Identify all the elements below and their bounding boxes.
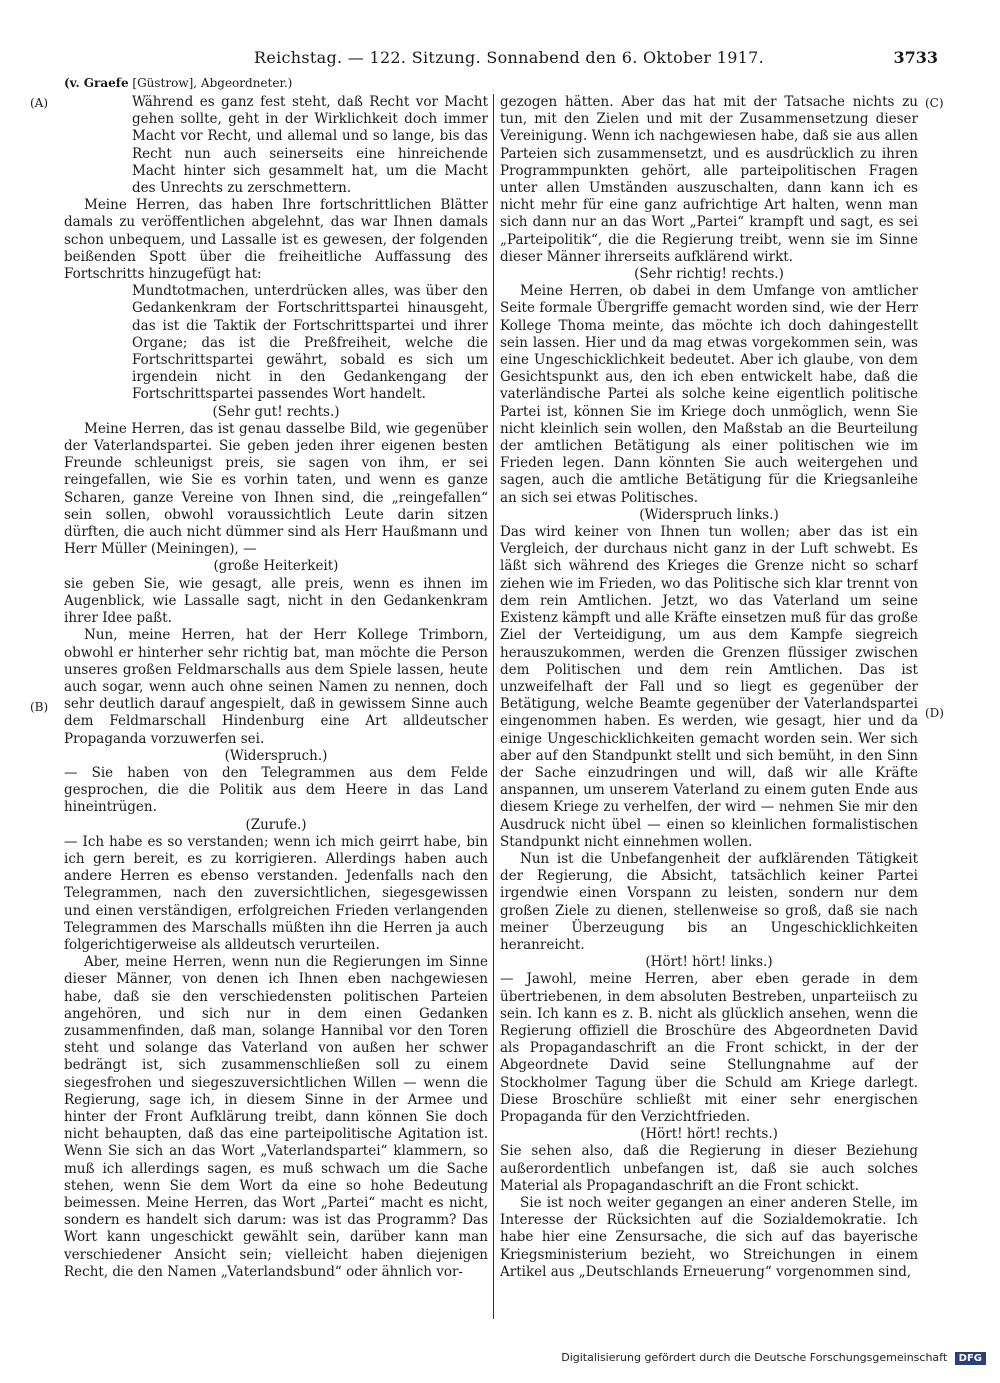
interjection: (große Heiterkeit): [213, 558, 339, 575]
left-column: [64, 94, 488, 1324]
paragraph: Nun ist die Unbefangenheit der aufklärenden Tätigkeit der Regierung, die Absicht, tatsächlich keiner Partei irgendwie einen Vorspann zu leisten, sondern nur dem großen Ziele zu dienen, stellenweise so groß, daß sie nach meiner Überzeugung bis an Ungeschicklichkeiten heranreicht.: [500, 850, 918, 953]
interjection: (Sehr richtig! rechts.): [634, 266, 784, 283]
speaker-detail: [Güstrow], Abgeordneter.): [132, 76, 293, 90]
paragraph: — Sie haben von den Telegrammen aus dem Felde gesprochen, die die Politik aus dem Heere in das Land hineintrügen.: [64, 764, 488, 816]
page-number: 3733: [893, 48, 938, 67]
speaker-line: [64, 76, 292, 90]
paragraph: Meine Herren, ob dabei in dem Umfange von amtlicher Seite formale Übergriffe gemacht worden sind, wie der Herr Kollege Thoma meinte, das möchte ich doch dahingestellt sein lassen. Hier und da mag etwas vorgekommen sein, was eine Ungeschicklichkeit bedeutet. Aber ich glaube, von dem Gesichtspunkt aus, den ich eben entwickelt habe, daß die vaterländische Partei als solche keine eigentlich politische Partei ist, können Sie im Kriege doch unmöglich, wenn Sie nicht kleinlich sein wollen, den Maßstab an die Beurteilung der amtlichen Betätigung als einer politischen wie im Frieden legen. Dann könnten Sie auch weitergehen und sagen, auch die amtliche Betätigung für die Kriegsanleihe an sich sei etwas Politisches.: [500, 283, 918, 506]
right-column: [500, 94, 918, 1324]
paragraph: Mundtotmachen, unterdrücken alles, was über den Gedankenkram der Fortschrittspartei hinausgeht, das ist die Taktik der Fortschrittspartei und ihrer Organe; das ist die Preßfreiheit, welche die Fortschrittspartei gewährt, sobald es sich um irgendein nicht in den Gedankengang der Fortschrittspartei passendes Wort handelt.: [132, 283, 488, 403]
paragraph: Aber, meine Herren, wenn nun die Regierungen im Sinne dieser Männer, von denen ich Ihnen eben nachgewiesen habe, daß sie den verschiedensten politischen Parteien angehören, und sich nur in dem einen Gedanken zusammenfinden, daß man, solange Hannibal vor den Toren steht und solange das Vaterland von außen her schwer bedrängt ist, sich zusammenschließen soll zu einem siegesfrohen und siegeszuversichtlichen Willen — wenn die Regierung, sage ich, in diesem Sinne in der Armee und hinter der Front Aufklärung treibt, dann können Sie doch nicht behaupten, daß das eine parteipolitische Agitation ist. Wenn Sie sich an das Wort „Vaterlandspartei“ klammern, so muß ich allerdings sagen, es muß schwach um die Sache stehen, wenn Sie dem Wort da eine so hohe Bedeutung beimessen. Meine Herren, das Wort „Partei“ macht es nicht, sondern es handelt sich darum: was ist das Programm? Das Wort kann ungeschickt gewählt sein, darüber kann man verschiedener Ansicht sein; vielleicht haben diejenigen Recht, die den Namen „Vaterlandsbund“ oder ähnlich vor-: [64, 954, 488, 1280]
margin-mark-c: (C): [925, 96, 944, 110]
footer-text: Digitalisierung gefördert durch die Deutsche Forschungsgemeinschaft: [561, 1351, 948, 1364]
column-divider: [493, 94, 494, 1319]
paragraph: Sie ist noch weiter gegangen an einer anderen Stelle, im Interesse der Rücksichten auf die Sozialdemokratie. Ich habe hier eine Zensursache, die sich auf das bayerische Kriegsministerium bezieht, wo Streichungen in einem Artikel aus „Deutschlands Erneuerung“ vorgenommen sind,: [500, 1195, 918, 1280]
paragraph: Das wird keiner von Ihnen tun wollen; aber das ist ein Vergleich, der durchaus nicht ganz in der Luft schwebt. Es läßt sich während des Krieges die Grenze nicht so scharf ziehen wie im Frieden, wo das Politische sich klar trennt von dem rein Amtlichen. Jetzt, wo das Vaterland um seine Existenz kämpft und alle Kräfte einsetzen muß für das große Ziel der Verteidigung, um aus dem Kampfe siegreich herauszukommen, werden die Grenzen flüssiger zwischen dem Politischen und dem rein Amtlichen. Das ist unzweifelhaft der Fall und so liegt es gegenüber der Betätigung, welche Beamte gegenüber der Vaterlandspartei eingenommen haben. Es werden, wie gesagt, hier und da einige Ungeschicklichkeiten gemacht worden sein. Wer sich aber auf den Standpunkt stellt und sich bemüht, in den Sinn der Sache einzudringen und will, daß wir alle Kräfte anspannen, um unserem Vaterland zu einem guten Ende aus diesem Kriege zu verhelfen, der wird — nehmen Sie mir den Ausdruck nicht übel — einen so kleinlichen formalistischen Standpunkt nicht einnehmen wollen.: [500, 524, 918, 850]
interjection: (Sehr gut! rechts.): [212, 403, 340, 420]
paragraph: — Jawohl, meine Herren, aber eben gerade in dem übertriebenen, in dem absoluten Bestreben, unparteiisch zu sein. Ich kann es z. B. nicht als glücklich ansehen, wenn die Regierung offiziell die Broschüre des Abgeordneten David als Propagandaschrift an die Front schickt, in der der Abgeordnete David seine Stellungnahme auf der Stockholmer Tagung über die Schuld am Kriege darlegt. Diese Broschüre schließt mit einer sehr energischen Propaganda für den Verzichtfrieden.: [500, 971, 918, 1125]
footer-credit: [561, 1351, 986, 1365]
margin-mark-a: (A): [30, 96, 49, 110]
paragraph: Sie sehen also, daß die Regierung in dieser Beziehung außerordentlich unbefangen ist, daß sie auch solches Material als Propagandaschrift an die Front schickt.: [500, 1143, 918, 1194]
speaker-name: (v. Graefe: [64, 76, 129, 90]
paragraph: Während es ganz fest steht, daß Recht vor Macht gehen sollte, geht in der Wirklichkeit doch immer Macht vor Recht, und allemal und so lange, bis das Recht nun auch seinerseits eine hinreichende Macht hinter sich gesammelt hat, um die Macht des Unrechts zu zerschmettern.: [132, 94, 488, 197]
interjection: (Widerspruch.): [224, 747, 328, 764]
dfg-logo: DFG: [955, 1352, 986, 1365]
page-header: [64, 48, 938, 70]
interjection: (Widerspruch links.): [639, 506, 779, 523]
paragraph: sie geben Sie, wie gesagt, alle preis, wenn es ihnen im Augenblick, wie Lassalle sagt, nicht in den Gedankenkram ihrer Idee paßt.: [64, 575, 488, 627]
paragraph: Nun, meine Herren, hat der Herr Kollege Trimborn, obwohl er hinterher sehr richtig bat, man möchte die Person unseres großen Feldmarschalls aus dem Spiele lassen, heute auch sogar, wenn auch ohne seinen Namen zu nennen, doch sehr deutlich darauf angespielt, daß in gewissem Sinne auch dem Feldmarschall Hindenburg eine Art alldeutscher Propaganda vorzuwerfen sei.: [64, 627, 488, 747]
paragraph: Meine Herren, das ist genau dasselbe Bild, wie gegenüber der Vaterlandspartei. Sie geben jeden ihrer eigenen besten Freunde schleunigst preis, sie sagen von ihm, er sei reingefallen, wie Sie es vorhin taten, und wenn es ganze Scharen, ganze Vereine von Ihnen sind, die „reingefallen“ sein sollen, obwohl voraussichtlich Leute darin sitzen dürften, die auch nicht dümmer sind als Herr Haußmann und Herr Müller (Meiningen), —: [64, 420, 488, 558]
margin-mark-d: (D): [925, 706, 944, 720]
margin-mark-b: (B): [30, 700, 49, 714]
interjection: (Hört! hört! links.): [645, 954, 773, 971]
interjection: (Hört! hört! rechts.): [640, 1126, 778, 1143]
header-title: Reichstag. — 122. Sitzung. Sonnabend den 6. Oktober 1917.: [254, 48, 765, 67]
interjection: (Zurufe.): [245, 816, 307, 833]
paragraph: Meine Herren, das haben Ihre fortschrittlichen Blätter damals zu veröffentlichen abgelehnt, das war Ihnen damals schon unbequem, und Lassalle ist es gewesen, der folgenden beißenden Spott über die freiheitliche Auffassung des Fortschritts hinzugefügt hat:: [64, 197, 488, 283]
paragraph: gezogen hätten. Aber das hat mit der Tatsache nichts zu tun, mit den Zielen und mit der Zusammensetzung dieser Vereinigung. Wenn ich nachgewiesen habe, daß sie aus allen Parteien sich zusammensetzt, und es ausdrücklich zu ihren Programmpunkten gehört, alle parteipolitischen Fragen unter allen Umständen auszuschalten, dann kann ich es nicht mehr für eine ganz aufrichtige Art halten, wenn man sich dann nur an das Wort „Partei“ krampft und sagt, es sei „Parteipolitik“, die die Regierung treibt, wenn sie im Sinne dieser Männer ihrerseits aufklärend wirkt.: [500, 94, 918, 265]
paragraph: — Ich habe es so verstanden; wenn ich mich geirrt habe, bin ich gern bereit, es zu korrigieren. Allerdings haben auch andere Herren es ebenso verstanden. Jedenfalls nach den Telegrammen, nach den zuversichtlichen, siegesgewissen und einen verständigen, erfolgreichen Frieden verlangenden Telegrammen des Marschalls müßten ihn die Herren ja auch folgerichtigerweise als alldeutsch verurteilen.: [64, 833, 488, 953]
